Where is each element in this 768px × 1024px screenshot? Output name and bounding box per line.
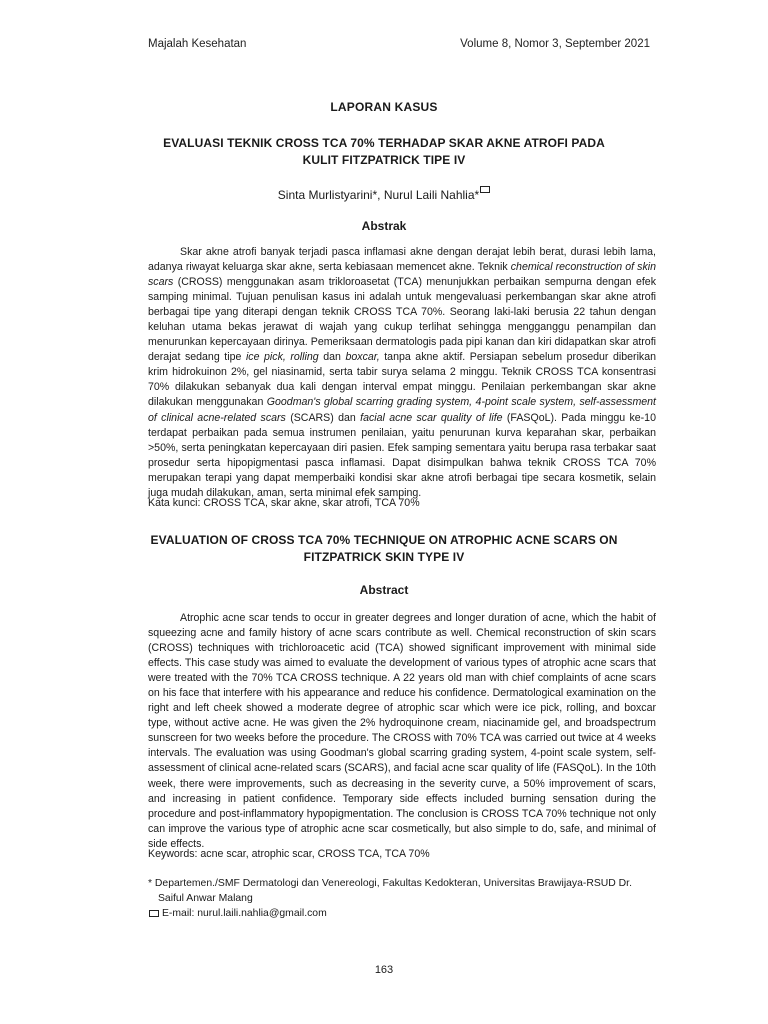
abstrak-text: dan bbox=[323, 351, 341, 364]
authors-text: Sinta Murlistyarini*, Nurul Laili Nahlia* bbox=[277, 188, 480, 202]
article-title-english bbox=[148, 532, 620, 566]
affiliation-line-1: * Departemen./SMF Dermatologi dan Venereologi, Fakultas Kedokteran, Universitas Brawijaya-RSUD Dr. bbox=[148, 878, 632, 889]
abstrak-italic-term: Goodman's global scarring grading system, 4-point scale system, self-assessment of clinical acne-related scars bbox=[148, 396, 656, 424]
email-footnote bbox=[148, 906, 656, 921]
envelope-icon bbox=[480, 186, 490, 193]
abstrak-text: tanpa akne aktif. Persiapan sebelum prosedur diberikan krim hidrokuinon 2%, gel niasinamid, serta tabir surya selama 2 minggu. Teknik CROSS TCA konsentrasi 70% dilakukan sebanyak dua kali dengan interval empat minggu. Penilaian perkembangan skar akne dilakukan menggunakan bbox=[148, 351, 657, 409]
abstract-body: Atrophic acne scar tends to occur in greater degrees and longer duration of acne, which the habit of squeezing acne and family history of acne scars contribute as well. Chemical reconstruction of skin scars (CROSS) techniques with trichloroacetic acid (TCA) showed significant improvement with minimal side effects. This case study was aimed to evaluate the development of various types of atrophic acne scars that were treated with the 70% TCA CROSS technique. A 22 years old man with chief complaints of acne scars on his face that interfere with his appearance and reduce his confidence. Dermatological examination on the right and left cheek showed a moderate degree of atrophic scar which were ice pick, rolling, and boxcar type, without active acne. He was given the 2% hydroquinone cream, niacinamide gel, and broadspectrum sunscreen for two weeks before the procedure. The CROSS with 70% TCA was carried out twice at 4 weeks intervals. The evaluation was using Goodman's global scarring grading system, 4-point scale system, self-assessment of clinical acne-related scars (SCARS), and facial acne scar quality of life (FASQoL). In the 10th week, there were improvements, such as decreasing in the severity curve, a 50% improvement of scars, and increasing in patient confidence. Temporary side effects included burning sensation during the procedure and post-inflammatory hypopigmentation. The conclusion is CROSS TCA 70% technique not only can improve the various type of atrophic acne scar cosmetically, but also simple to do, safe, and minimal of side effects. bbox=[148, 612, 656, 850]
abstrak-text: (FASQoL). Pada minggu ke-10 terdapat perbaikan pada semua instrumen penilaian, yaitu penurunan kurva keparahan skar, perbaikan >50%, serta peningkatan kepercayaan diri pasien. Efek samping sementara yaitu berupa rasa terbakar saat prosedur serta hipopigmentasi pasca inflamasi. Dapat disimpulkan bahwa teknik CROSS TCA 70% merupakan terapi yang dapat memperbaiki kondisi skar akne atrofi berbagai tipe secara kosmetik, selain juga mudah dilakukan, aman, serta minimal efek samping. bbox=[148, 411, 656, 499]
abstrak-text: Skar akne atrofi banyak terjadi pasca inflamasi akne dengan derajat lebih berat, durasi lebih lama, adanya riwayat keluarga skar akne, serta kebiasaan memencet akne. Teknik bbox=[148, 246, 656, 274]
abstrak-text: (SCARS) dan bbox=[290, 411, 356, 424]
abstrak-heading: Abstrak bbox=[361, 219, 407, 233]
page-number: 163 bbox=[374, 964, 394, 976]
abstrak-italic-term: boxcar, bbox=[345, 351, 380, 364]
section-label: LAPORAN KASUS bbox=[330, 100, 438, 114]
author-list bbox=[0, 187, 768, 202]
keywords-english: Keywords: acne scar, atrophic scar, CROSS TCA, TCA 70% bbox=[148, 848, 430, 860]
abstract-heading: Abstract bbox=[359, 583, 409, 597]
abstrak-italic-term: facial acne scar quality of life bbox=[360, 411, 503, 424]
affiliation-footnote bbox=[148, 876, 656, 906]
abstrak-italic-term: chemical reconstruction of skin scars bbox=[148, 261, 656, 289]
abstrak-body bbox=[148, 245, 656, 501]
title-en-line-2: FITZPATRICK SKIN TYPE IV bbox=[303, 550, 465, 564]
abstrak-italic-term: ice pick, rolling bbox=[245, 351, 319, 364]
article-title-indonesian bbox=[148, 135, 620, 169]
title-line-1: EVALUASI TEKNIK CROSS TCA 70% TERHADAP SKAR AKNE ATROFI PADA bbox=[163, 136, 605, 150]
running-header bbox=[148, 38, 650, 50]
email-text[interactable]: E-mail: nurul.laili.nahlia@gmail.com bbox=[162, 908, 327, 919]
volume-info: Volume 8, Nomor 3, September 2021 bbox=[460, 38, 650, 50]
title-en-line-1: EVALUATION OF CROSS TCA 70% TECHNIQUE ON ATROPHIC ACNE SCARS ON bbox=[150, 533, 618, 547]
title-line-2: KULIT FITZPATRICK TIPE IV bbox=[302, 153, 466, 167]
kata-kunci: Kata kunci: CROSS TCA, skar akne, skar atrofi, TCA 70% bbox=[148, 497, 420, 509]
abstrak-text: (CROSS) menggunakan asam trikloroasetat (TCA) menunjukkan perbaikan sempurna dengan efek samping minimal. Tujuan penulisan kasus ini adalah untuk mengevaluasi perkembangan skar akne atrofi berbagai tipe yang diterapi dengan teknik CROSS TCA 70%. Seorang laki-laki berusia 22 tahun dengan keluhan utama bekas jerawat di wajah yang cukup terlihat sehingga mengganggu penampilan dan menurunkan kepercayaan dirinya. Pemeriksaan dermatologis pada pipi kanan dan kiri didapatkan skar atrofi derajat sedang tipe bbox=[148, 276, 656, 364]
affiliation-line-2: Saiful Anwar Malang bbox=[158, 893, 253, 904]
journal-name: Majalah Kesehatan bbox=[148, 38, 247, 50]
envelope-icon bbox=[149, 910, 159, 917]
